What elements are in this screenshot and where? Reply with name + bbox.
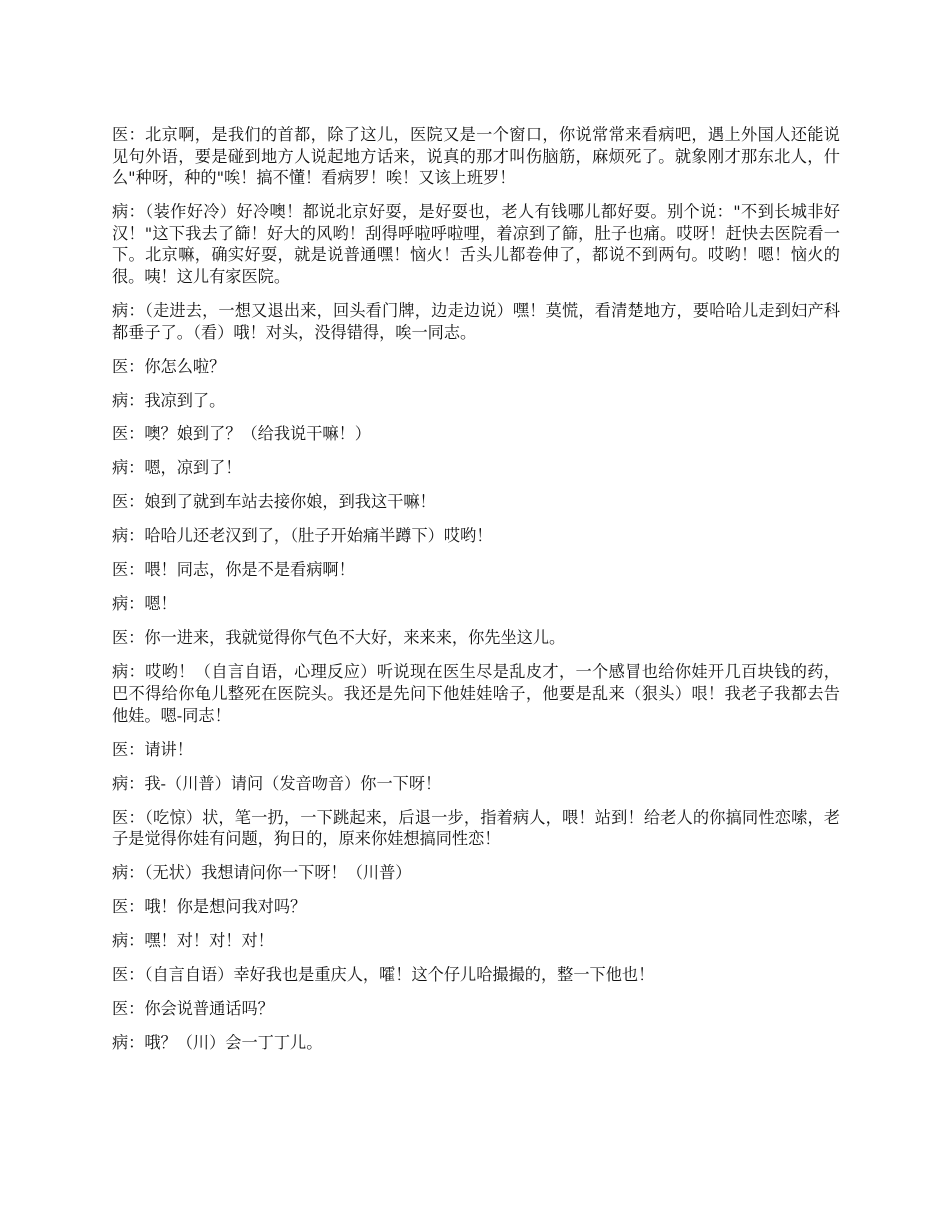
paragraph-3: 病：（走进去，一想又退出来，回头看门牌，边走边说）嘿！莫慌，看清楚地方，要哈哈儿走到妇产科都垂子了。（看）哦！对头，没得错得，唉一同志。 — [112, 300, 840, 342]
paragraph-18: 医：哦！你是想问我对吗？ — [112, 897, 307, 917]
paragraph-12: 医：你一进来，我就觉得你气色不大好，来来来，你先坐这儿。 — [112, 628, 566, 648]
paragraph-22: 病：哦？（川）会一丁丁儿。 — [112, 1033, 323, 1053]
paragraph-4: 医：你怎么啦？ — [112, 356, 226, 376]
document-page — [112, 124, 840, 1066]
paragraph-2: 病：（装作好冷）好冷噢！都说北京好耍，是好耍也，老人有钱哪儿都好耍。别个说："不到长城非好汉！"这下我去了篩！好大的风哟！刮得呼啦呼啦哩，着凉到了篩，肚子也痛。哎呀！赶快去医院看一下。北京嘛，确实好耍，就是说普通嘿！恼火！舌头儿都卷伸了，都说不到两句。哎哟！嗯！恼火的很。咦！这儿有家医院。 — [112, 202, 840, 286]
paragraph-6: 医：噢？娘到了？（给我说干嘛！） — [112, 424, 371, 444]
paragraph-7: 病：嗯，凉到了！ — [112, 458, 242, 478]
paragraph-13: 病：哎哟！（自言自语，心理反应）听说现在医生尽是乱皮才，一个感冒也给你娃开几百块钱的药，巴不得给你龟儿整死在医院头。我还是先问下他娃娃啥子，他要是乱来（狠头）哏！我老子我都去告他娃。嗯-同志！ — [112, 662, 840, 725]
paragraph-14: 医：请讲！ — [112, 739, 193, 759]
paragraph-19: 病：嘿！对！对！对！ — [112, 931, 274, 951]
paragraph-5: 病：我凉到了。 — [112, 390, 226, 410]
paragraph-20: 医：（自言自语）幸好我也是重庆人，嚯！这个仔儿哈撮撮的，整一下他也！ — [112, 965, 655, 985]
paragraph-21: 医：你会说普通话吗？ — [112, 999, 274, 1019]
paragraph-8: 医：娘到了就到车站去接你娘，到我这干嘛！ — [112, 492, 436, 512]
paragraph-1: 医：北京啊，是我们的首都，除了这儿，医院又是一个窗口，你说常常来看病吧，遇上外国人还能说见句外语，要是碰到地方人说起地方话来，说真的那才叫伤脑筋，麻烦死了。就象刚才那东北人，什么"种呀，种的"唉！搞不懂！看病罗！唉！又该上班罗！ — [112, 125, 840, 188]
paragraph-17: 病：（无状）我想请问你一下呀！（川普） — [112, 863, 412, 883]
paragraph-16: 医：（吃惊）状，笔一扔，一下跳起来，后退一步，指着病人，喂！站到！给老人的你搞同性恋嗦，老子是觉得你娃有问题，狗日的，原来你娃想搞同性恋！ — [112, 807, 840, 849]
paragraph-11: 病：嗯！ — [112, 594, 177, 614]
paragraph-15: 病：我-（川普）请问（发音吻音）你一下呀！ — [112, 773, 442, 793]
paragraph-10: 医：喂！同志，你是不是看病啊！ — [112, 560, 355, 580]
paragraph-9: 病：哈哈儿还老汉到了，（肚子开始痛半蹲下）哎哟！ — [112, 526, 493, 546]
